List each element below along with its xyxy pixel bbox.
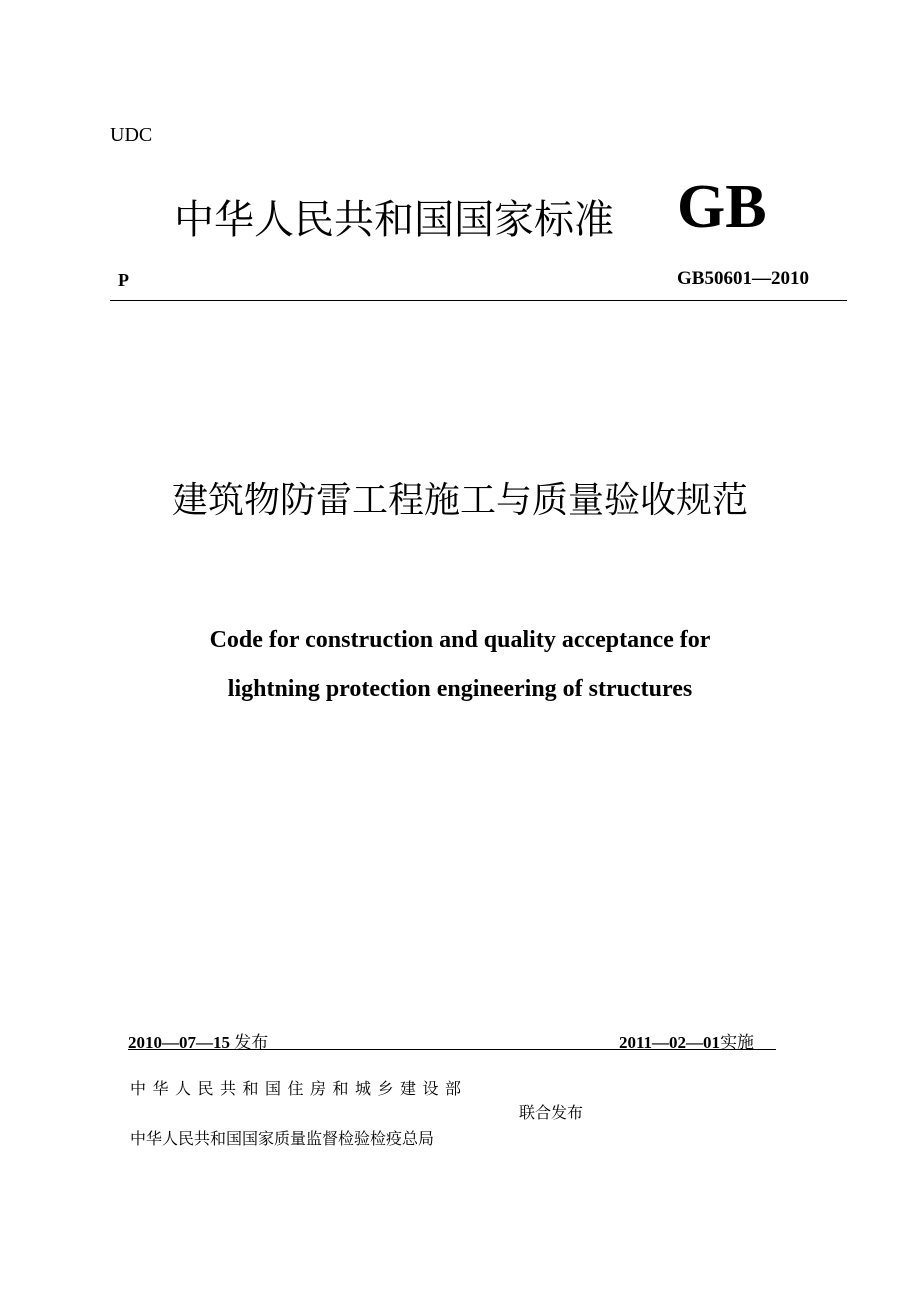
effective-date: 2011—02—01 xyxy=(619,1033,721,1052)
publish-date: 2010—07—15 xyxy=(128,1033,230,1052)
english-title-line-1: Code for construction and quality acceptance for xyxy=(209,627,711,653)
standard-number: GB50601—2010 xyxy=(677,268,809,289)
effective-label: 实施 xyxy=(720,1033,755,1053)
chinese-document-title: 建筑物防雷工程施工与质量验收规范 xyxy=(171,480,748,521)
classification-code: P xyxy=(118,270,129,290)
joint-issue-label: 联合发布 xyxy=(519,1103,584,1122)
issuer-aqsiq: 中华人民共和国国家质量监督检验检疫总局 xyxy=(130,1129,435,1148)
national-standard-title: 中华人民共和国国家标准 xyxy=(174,197,614,243)
issuer-ministry: 中华人民共和国住房和城乡建设部 xyxy=(130,1079,468,1098)
gb-mark: GB xyxy=(677,173,767,241)
header-divider xyxy=(110,300,847,301)
english-title-line-2: lightning protection engineering of structures xyxy=(227,676,693,702)
date-divider xyxy=(128,1049,776,1050)
publish-label: 发布 xyxy=(234,1033,269,1053)
udc-label: UDC xyxy=(110,124,153,146)
